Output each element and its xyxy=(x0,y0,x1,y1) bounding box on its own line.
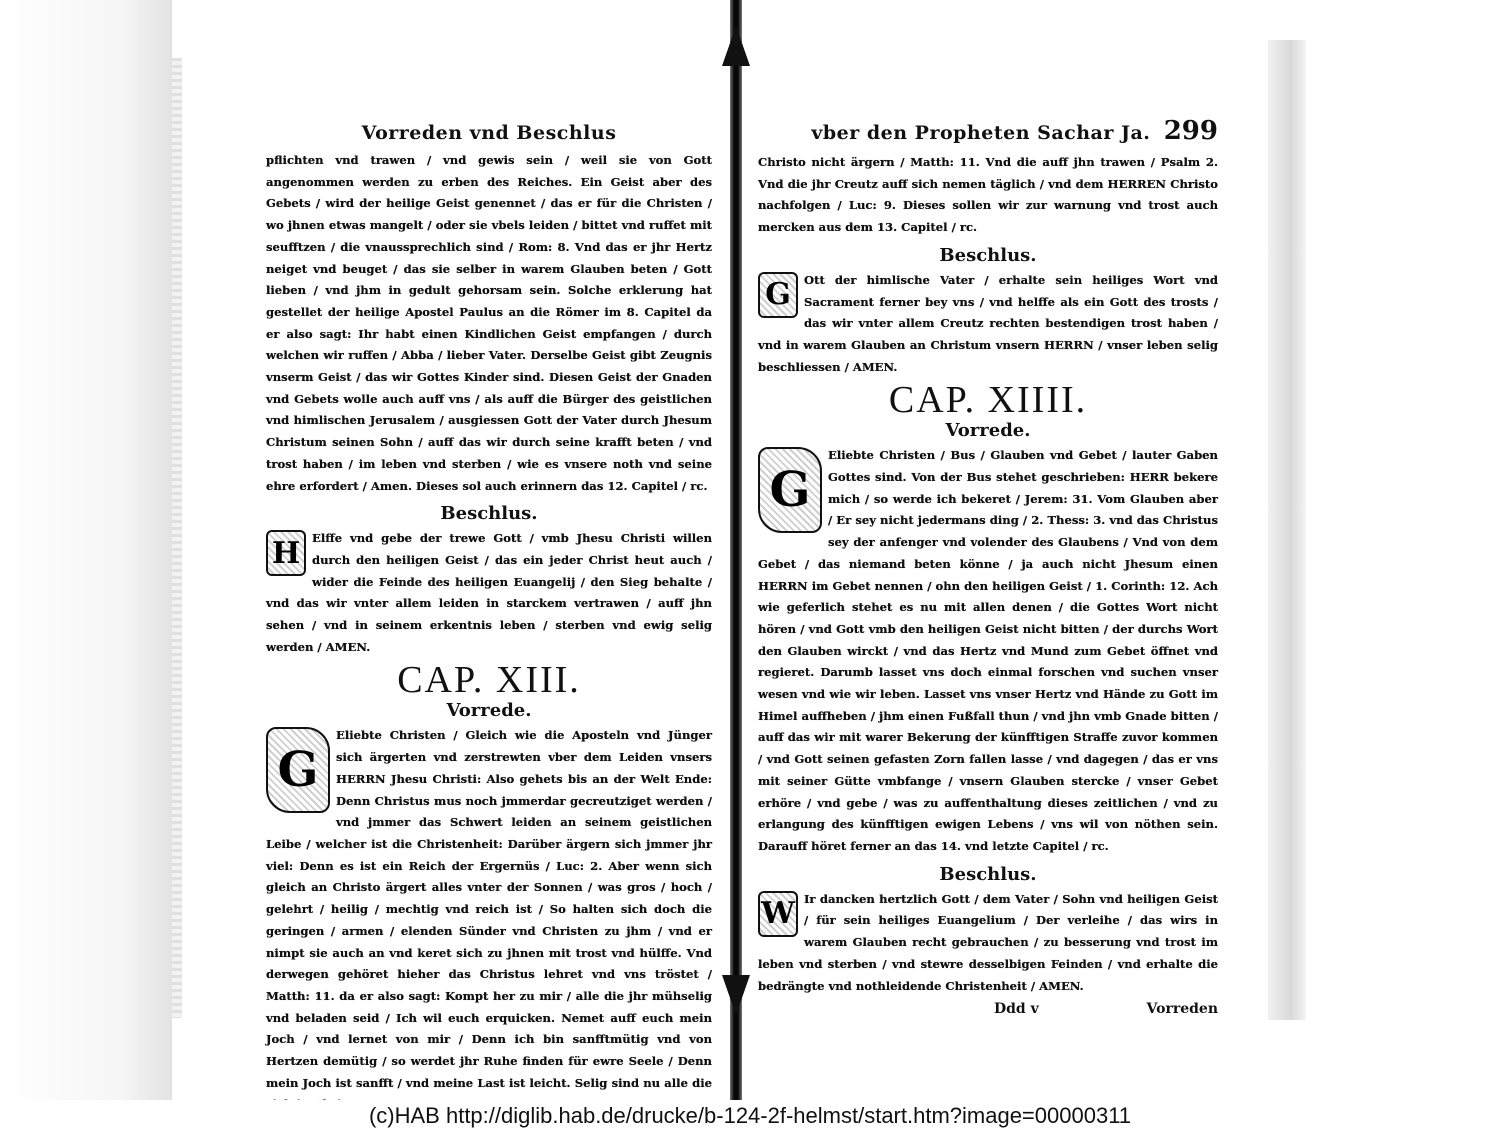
running-header-row xyxy=(758,116,1218,146)
book-spine xyxy=(730,0,742,1100)
decorated-initial: H xyxy=(266,530,306,576)
section-heading: Beschlus. xyxy=(939,863,1037,885)
vorrede-block xyxy=(266,725,712,1116)
running-header: Vorreden vnd Beschlus xyxy=(361,122,617,144)
page-number: 299 xyxy=(1163,116,1218,146)
section-heading: Vorrede. xyxy=(945,420,1031,442)
spine-clip-bottom xyxy=(722,975,750,1015)
copyright-footer: (c)HAB http://diglib.hab.de/drucke/b-124-2f-helmst/start.htm?image=00000311 xyxy=(0,1100,1500,1131)
decorated-initial: G xyxy=(266,727,330,813)
vorrede-block xyxy=(758,445,1218,857)
body-paragraph: Eliebte Christen / Bus / Glauben vnd Gebet / lauter Gaben Gottes sind. Von der Bus stehet geschrieben: HERR bekere mich / so werde ich bekeret / Jerem: 31. Vom Glauben aber / Er sey nicht jedermans ding / 2. Thess: 3. vnd das Christus sey der anfenger vnd volender des Glaubens / Vnd von dem Gebet / das niemand beten könne / ja auch nicht Jhesum einen HERRN im Gebet nennen / ohn den heiligen Geist / 1. Corinth: 12. Ach wie geferlich stehet es nu mit allen denen / die Gottes Wort nicht hören / vnd Gott vmb den heiligen Geist nicht bitten / der durchs Wort den Glauben wirckt / vnd das Hertz vnd Mund zum Gebet öffnet vnd regieret. Darumb lasset vns doch einmal forschen vnd suchen vnser wesen vnd wie wir leben. Lasset vns vnser Hertz vnd Hände zu Gott im Himel auffheben / jhm einen Fußfall thun / vnd jhn vmb Gnade bitten / auff das wir mit warer Bekerung der künfftigen Straffe zuvor kommen / vnd Gott seinen gefasten Zorn fallen lasse / vnd dagegen / das er vns mit seiner Gütte vmbfange / vnsern Glauben stercke / vnser Gebet erhöre / vnd gebe / was zu auffenthaltung dieses zeitlichen / vnd zu erlangung des künfftigen ewigen Lebens / vns wil von nöthen sein. Darauff höret ferner an das 14. vnd letzte Capitel / rc. xyxy=(758,448,1218,853)
running-header: vber den Propheten Sachar Ja. xyxy=(811,122,1151,144)
left-book-margin xyxy=(0,0,172,1100)
body-paragraph: Elffe vnd gebe der trewe Gott / vmb Jhesu Christi willen durch den heiligen Geist / das ein jeder Christ heut auch / wider die Feinde des heiligen Euangelij / den Sieg behalte / vnd das wir vnter allem leiden in starckem vertrawen / auff jhn sehen / vnd in seinem erkentnis leben / sterben vnd ewig selig werden / AMEN. xyxy=(266,531,712,654)
decorated-initial: G xyxy=(758,447,822,533)
chapter-title: CAP. XIII. xyxy=(397,659,581,702)
body-paragraph: Eliebte Christen / Gleich wie die Aposteln vnd Jünger sich ärgerten vnd zerstrewten vber dem Leiden vnsers HERRN Jhesu Christi: Also gehets bis an der Welt Ende: Denn Christus mus noch jmmerdar gecreutziget werden / vnd jmmer das Schwert leiden an seinem geistlichen Leibe / welcher ist die Christenheit: Darüber ärgern sich jmmer jhr viel: Denn es ist ein Reich der Ergernüs / Luc: 2. Aber wenn sich gleich an Christo ärgert alles vnter der Sonnen / was gros / hoch / gelehrt / heilig / mechtig vnd reich ist / So halten sich doch die geringen / armen / elenden Sünder vnd Christen zu jhm / vnd er nimpt sie auch an vnd keret sich zu jhnen mit trost vnd hülffe. Vnd derwegen gehöret hieher das Christus lehret vnd vns tröstet / Matth: 11. da er also sagt: Kompt her zu mir / alle die jhr mühselig vnd beladen seid / Ich wil euch erquicken. Nemet auff euch mein Joch / vnd lernet von mir / Denn ich bin sanfftmütig vnd von Hertzen demütig / so werdet jhr Ruhe finden für ewre Seele / Denn mein Joch ist sanfft / vnd meine Last ist leicht. Selig sind nu alle die xyxy=(266,728,712,1090)
signature-mark: Ddd v xyxy=(994,1001,1039,1018)
left-page xyxy=(266,110,712,1116)
spine-clip-top xyxy=(722,26,750,66)
section-heading: Vorrede. xyxy=(446,700,532,722)
decorated-initial: W xyxy=(758,891,798,937)
body-paragraph: pflichten vnd trawen / vnd gewis sein / weil sie von Gott angenommen werden zu erben des Reiches. Ein Geist aber des Gebets / wird der heilige Geist genennet / das er für die Christen / wo jhnen etwas mangelt / oder sie vbels leiden / bittet vnd ruffet mit seufftzen / die vnaussprechlich sind / Rom: 8. Vnd das er jhr Hertz neiget vnd beuget / das sie selber in warem Glauben beten / Gott lieben / vnd jhm in gedult gehorsam sein. Solche erklerung hat gestellet der heilige Apostel Paulus an die Römer im 8. Capitel da er also sagt: Ihr habt einen Kindlichen Geist empfangen / durch welchen wir ruffen / Abba / lieber Vater. Derselbe Geist gibt Zeugnis vnserm Geist / das wir Gottes Kinder sind. Diesen Geist der Gnaden vnd Gebets wolle auch auff vns / als auff die Bürger des geistlichen vnd himlischen Jerusalem / ausgiessen Gott der Vater durch Jhesum Christum seinen Sohn / auff das wir durch seine krafft beten / vnd trost haben / im leben vnd sterben / wie es vnsere noth vnd seine ehre erfordert / Amen. Dieses sol auch erinnern das 12. Capitel / rc. xyxy=(266,153,712,493)
catchword: Vorreden xyxy=(1146,1001,1218,1018)
beschlus-block xyxy=(266,528,712,658)
right-page xyxy=(758,112,1218,1017)
section-heading: Beschlus. xyxy=(440,503,538,525)
beschlus-block xyxy=(758,889,1218,998)
chapter-title: CAP. XIIII. xyxy=(888,379,1088,422)
body-paragraph: Christo nicht ärgern / Matth: 11. Vnd die auff jhn trawen / Psalm 2. Vnd die jhr Creutz auff sich nemen täglich / vnd dem HERREN Christo nachfolgen / Luc: 9. Dieses sollen wir zur warnung vnd trost auch mercken aus dem 13. Capitel / rc. xyxy=(758,155,1218,235)
body-paragraph: Ir dancken hertzlich Gott / dem Vater / Sohn vnd heiligen Geist / für sein heiliges Euangelium / Der verleihe / das wirs in warem Glauben recht gebrauchen / zu besserung vnd trost im leben vnd sterben / vnd stewre desselbigen Feinden / vnd erhalte die bedrängte vnd nothleidende Christenheit / AMEN. xyxy=(758,891,1218,993)
section-heading: Beschlus. xyxy=(939,244,1037,266)
body-paragraph: Ott der himlische Vater / erhalte sein heiliges Wort vnd Sacrament ferner bey vns / vnd helffe als ein Gott des trosts / das wir vnter allem Creutz rechten bestendigen trost haben / vnd in warem Glauben an Christum vnsern HERRN / vnser leben selig beschliessen / AMEN. xyxy=(758,272,1218,374)
beschlus-block xyxy=(758,270,1218,379)
decorated-initial: G xyxy=(758,272,798,318)
right-page-edge xyxy=(1268,40,1306,1020)
left-page-edge xyxy=(172,58,182,1018)
page-footer-row xyxy=(758,1001,1218,1017)
